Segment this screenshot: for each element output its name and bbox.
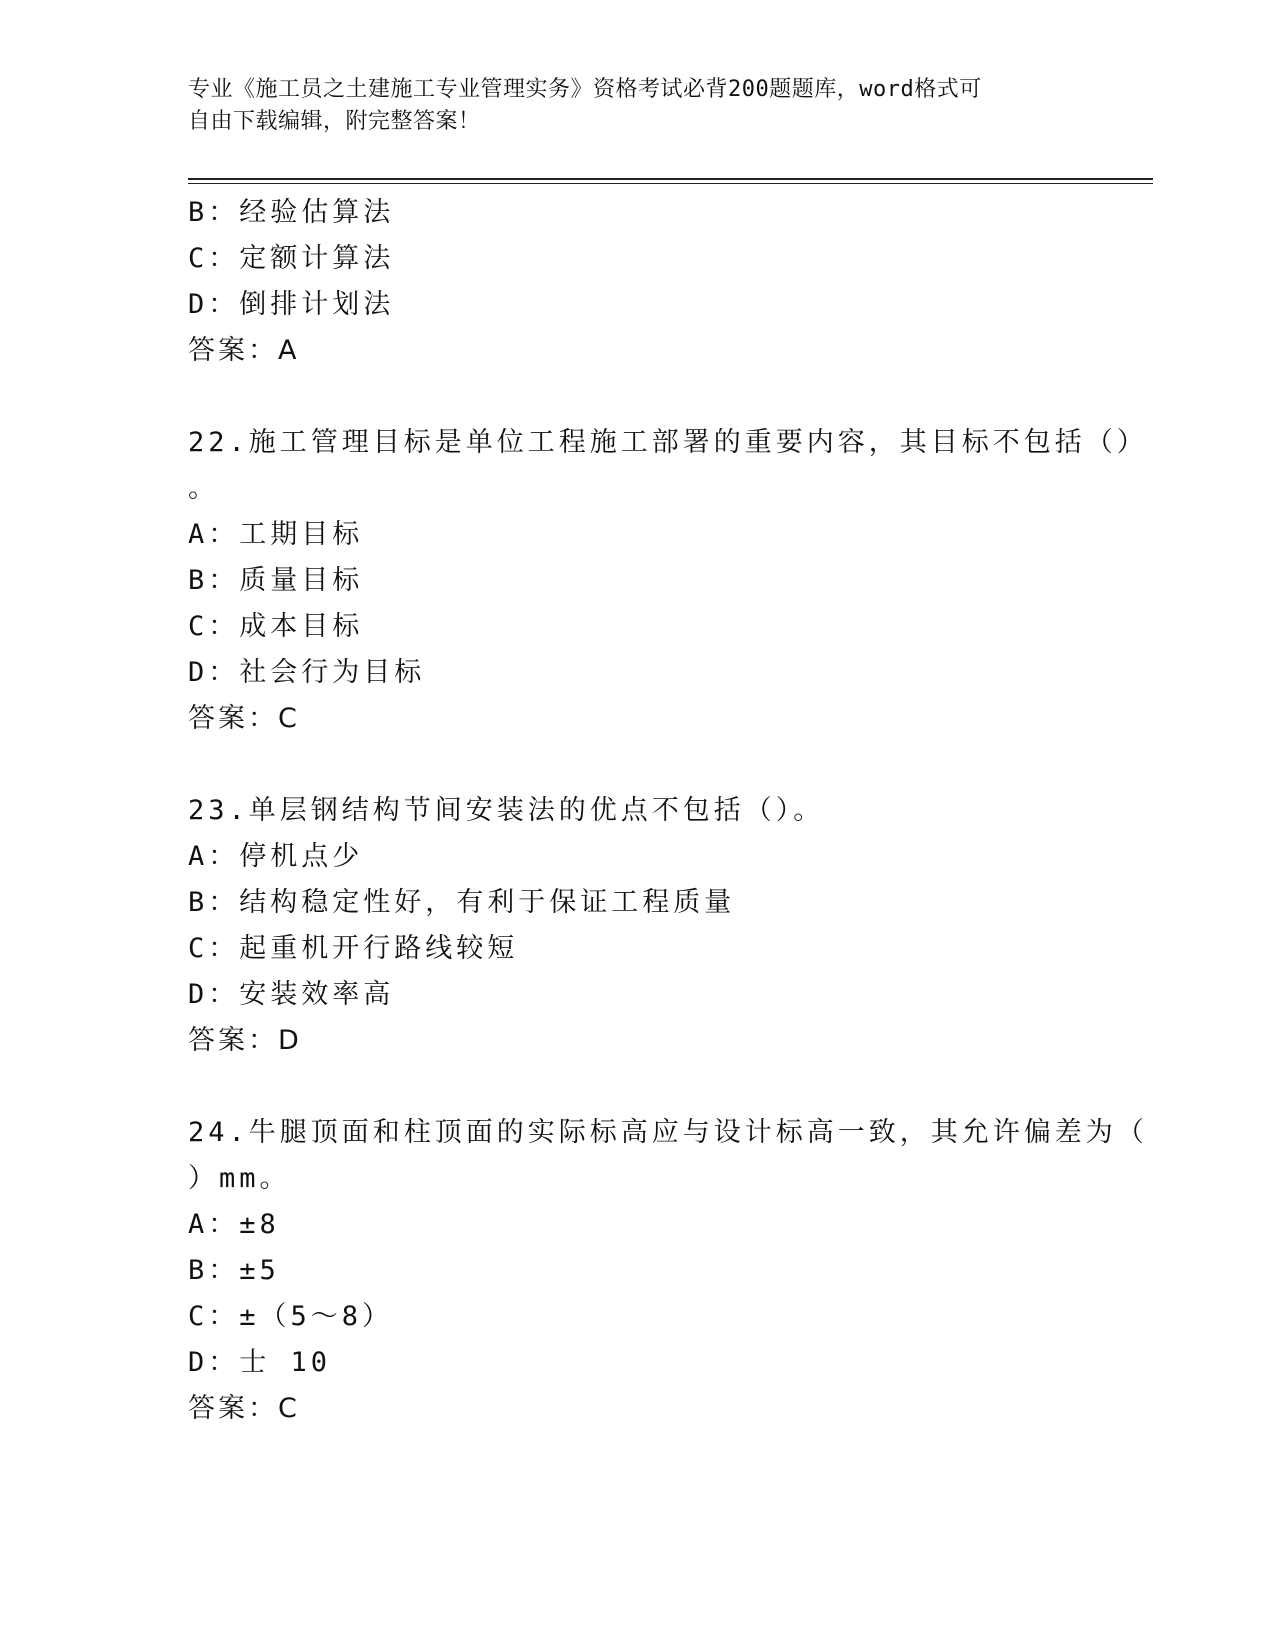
question-list — [188, 190, 1148, 1432]
header-divider-thin — [188, 183, 1153, 184]
answer-line: 答案：A — [188, 335, 300, 366]
option-a: A：工期目标 — [188, 519, 364, 550]
option-b: B：质量目标 — [188, 565, 364, 596]
option-c: C：±（5～8） — [188, 1301, 394, 1332]
question-text: 23.单层钢结构节间安装法的优点不包括（）。 — [188, 795, 825, 826]
question-text-continued: 。 — [188, 473, 219, 504]
question-24 — [188, 1110, 1148, 1432]
header-divider — [188, 178, 1153, 180]
option-d: D：倒排计划法 — [188, 289, 395, 320]
question-23 — [188, 788, 1088, 1064]
option-d: D：安装效率高 — [188, 979, 395, 1010]
header-line-1: 专业《施工员之土建施工专业管理实务》资格考试必背200题题库，word格式可 — [188, 77, 982, 102]
question-22 — [188, 420, 1148, 742]
header-line-2: 自由下载编辑，附完整答案！ — [188, 109, 481, 134]
option-d: D：士 10 — [188, 1347, 332, 1378]
option-c: C：成本目标 — [188, 611, 364, 642]
option-c: C：起重机开行路线较短 — [188, 933, 519, 964]
question-21-continued — [188, 190, 1088, 374]
question-text: 22.施工管理目标是单位工程施工部署的重要内容，其目标不包括（） — [188, 427, 1148, 458]
question-text: 24.牛腿顶面和柱顶面的实际标高应与设计标高一致，其允许偏差为（ — [188, 1117, 1148, 1148]
option-d: D：社会行为目标 — [188, 657, 426, 688]
option-a: A：停机点少 — [188, 841, 364, 872]
answer-line: 答案：C — [188, 1393, 300, 1424]
option-b: B：±5 — [188, 1255, 280, 1286]
option-a: A：±8 — [188, 1209, 280, 1240]
answer-line: 答案：C — [188, 703, 300, 734]
document-header — [188, 74, 1088, 138]
answer-line: 答案：D — [188, 1025, 302, 1056]
option-b: B：结构稳定性好，有利于保证工程质量 — [188, 887, 736, 918]
option-b: B：经验估算法 — [188, 197, 395, 228]
option-c: C：定额计算法 — [188, 243, 395, 274]
question-text-continued: ）mm。 — [188, 1163, 291, 1194]
